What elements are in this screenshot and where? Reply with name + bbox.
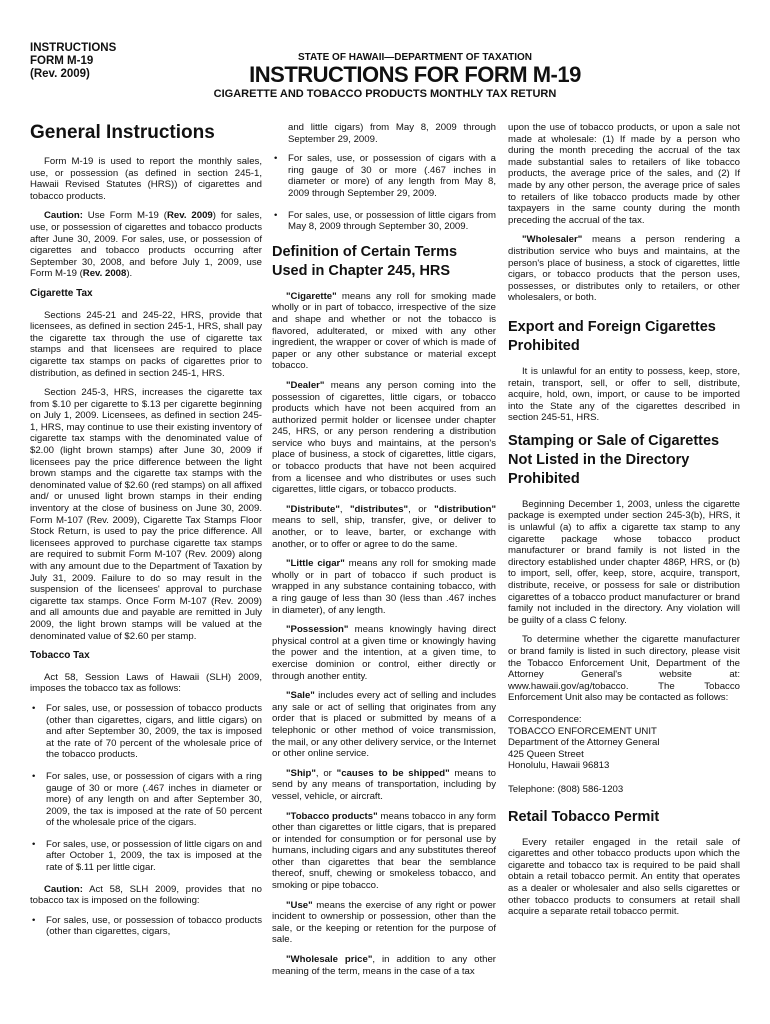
correspondence-address — [508, 714, 740, 772]
definition-text: means the exercise of any right or power incident to ownership or possession, other than the sale, or the keeping or retention for the purpose of sale. — [272, 899, 496, 946]
definition-text: means to sell, ship, transfer, give, or deliver to another, or to leave, barter, or exchange with another, or to offer or agree to do the same. — [272, 515, 496, 550]
term: "Sale" — [286, 690, 315, 702]
agency-header: STATE OF HAWAII—DEPARTMENT OF TAXATION — [297, 52, 533, 63]
address-line: Honolulu, Hawaii 96813 — [508, 760, 610, 772]
list-item-continued: and little cigars) from May 8, 2009 through September 29, 2009. — [288, 122, 496, 145]
definition-text: means any roll for smoking made wholly or in part of tobacco, irrespective of the size and shape and whether or not the tobacco is flavored, adulterated, or mixed with any other ingredient, the wrapper or cover of which is made of paper or any other substance or material except tobacco. — [272, 290, 496, 372]
definition-text: means a person rendering a distribution service who buys and maintains, at the person's place of business, a stock of cigarettes, little cigars, or tobacco products that the person uses, possesses, or distributes only to retailers, or other wholesalers, or both. — [508, 234, 740, 304]
heading-export-foreign: Export and Foreign Cigarettes Prohibited — [508, 318, 716, 354]
paragraph-caution-1 — [30, 210, 262, 280]
definition-ship — [272, 768, 496, 803]
page-title: INSTRUCTIONS FOR FORM M-19 — [249, 62, 581, 87]
paragraph-act-58: Act 58, Session Laws of Hawaii (SLH) 2009, imposes the tobacco tax as follows: — [30, 671, 262, 695]
definition-text: means to send by any means of transportation, including by vessel, vehicle, or aircraft. — [272, 767, 496, 802]
caution-rev-2009: Rev. 2009 — [166, 210, 213, 222]
caution-text-a: Use Form M-19 ( — [82, 210, 167, 222]
definition-use — [272, 900, 496, 946]
paragraph-purpose: Form M-19 is used to report the monthly sales, use, or possession (as defined in section 245-1, Hawaii Revised Statutes (HRS)) of cigarettes and tobacco products. — [30, 156, 262, 202]
term: "Possession" — [286, 624, 349, 636]
caution-label: Caution: — [44, 210, 83, 222]
paragraph-stamping-sale: Beginning December 1, 2003, unless the cigarette package is exempted under section 245-3(b), HRS, it is unlawful (a) to affix a cigarette tax stamp to any cigarette package whose tobacco product manufacturer or brand family is not listed in the directory established under chapter 486P, HRS, or (b) to import, sell, offer, keep, store, acquire, transport, distribute, receive, or possess for sale or distribution cigarettes of a tobacco product manufacturer or brand family not included in the directory. Any violation will be guilty of a class C felony. — [508, 498, 740, 626]
paragraph-tax-increase: Section 245-3, HRS, increases the cigarette tax from $.10 per cigarette to $.13 per cigarette beginning on July 1, 2009. Licensees, as defined in section 245-1, HRS, may continue to use their existing inventory of cigarette tax stamps with the denominated value of $2.00 (light brown stamps) after June 30, 2009 if licensees pay the price difference between the light brown stamps and the cigarette tax stamps with the denominated value of $2.60 (red stamps) on all affixed and/ or unused light brown stamps in their ending inventory at the close of business on June 30, 2009. Form M-107 (Rev. 2009), Cigarette Tax Stamps Floor Stock Return, is used to pay the price difference. All licensees approved to purchase cigarette tax stamps are required to submit Form M-107 (Rev. 2009) along with any amount due to the Department of Taxation by July 31, 2009. Failure to do so may result in the suspension of the licensees' approval to purchase cigarette tax stamps. Once Form M-107 (Rev. 2009) and all amounts due and payable are remitted in July 2009, the light brown stamps will be valued at the denominated value of $2.60 per stamp. — [30, 387, 262, 642]
heading-cigarette-tax: Cigarette Tax — [30, 287, 93, 299]
heading-stamping-sale: Stamping or Sale of Cigarettes Not Listed in the Directory Prohibited — [508, 432, 720, 487]
definition-possession — [272, 624, 496, 682]
paragraph-caution-2 — [30, 884, 262, 907]
list-item: • For sales, use, or possession of little cigars on and after October 1, 2009, the tax is imposed at the rate of $.11 per little cigar. — [30, 839, 262, 874]
column-1 — [30, 122, 262, 938]
address-line: 425 Queen Street — [508, 748, 584, 760]
definition-distribute — [272, 504, 496, 550]
term: "Tobacco products" — [286, 810, 378, 822]
form-id-line1: INSTRUCTIONS — [30, 42, 117, 54]
caution-text-c: ) for sales, use, or possession of cigarettes and tobacco products after June 30, 2009. For sales, use, or possession of cigarettes and tobacco products occurring after September 30, 2008, and before July 1, 2009, use Form M-19 ( — [30, 210, 262, 280]
heading-tobacco-tax: Tobacco Tax — [30, 650, 90, 662]
definition-wholesaler — [508, 234, 740, 304]
definition-text: means any person coming into the possession of cigarettes, little cigars, or tobacco products which have not been acquired from an authorized permit holder or licensee under chapter 245, HRS, or any person rendering a distribution service who buys and maintains, at the person's place of business, a stock of cigarettes, little cigars, or tobacco products that have not been acquired from a licensee and who distributes or uses such cigarettes, little cigars, or tobacco products. — [272, 379, 496, 496]
exemption-list-continued — [272, 153, 496, 233]
list-item: • For sales, use, or possession of tobacco products (other than cigarettes, cigars, — [30, 915, 262, 938]
term: "Cigarette" — [286, 290, 337, 302]
caution-rev-2008: Rev. 2008 — [82, 268, 127, 280]
paragraph-export-foreign: It is unlawful for an entity to possess, keep, store, retain, transport, sell, or offer to sell, distribute, acquire, hold, own, import, or cause to be imported into the State any of the cigarettes described in section 245-51, HRS. — [508, 365, 740, 424]
tobacco-tax-list — [30, 703, 262, 874]
definition-sale — [272, 690, 496, 760]
heading-definitions: Definition of Certain Terms Used in Chapter 245, HRS — [272, 243, 458, 279]
definition-text: means knowingly having direct physical control at a given time or knowingly having the power and the intention, at a given time, to exercise dominion or control, either directly or through another entity. — [272, 624, 496, 682]
term: "Wholesaler" — [522, 234, 583, 246]
list-item: • For sales, use, or possession of tobacco products (other than cigarettes, cigars, and little cigars) on and after September 30, 2009, the tax is imposed at the rate of 70 percent of the wholesale price of the tobacco products. — [30, 703, 262, 761]
term: "Use" — [286, 899, 313, 911]
telephone: Telephone: (808) 586-1203 — [508, 783, 624, 795]
heading-general-instructions: General Instructions — [30, 122, 215, 143]
caution-text: Act 58, SLH 2009, provides that no tobacco tax is imposed on the following: — [30, 883, 262, 907]
list-item: • For sales, use, or possession of cigars with a ring gauge of 30 or more (.467 inches in diameter or more) of any length on and after September 30, 2009, the tax is imposed at the rate of 50 percent of the wholesale price of the cigars. — [30, 771, 262, 829]
definition-cigarette — [272, 291, 496, 372]
definition-dealer — [272, 380, 496, 496]
definition-text: includes every act of selling and includes any sale or act of selling that originates from any order that is placed or submitted by means of a telephonic or other method of voice transmission, the mail, or any other delivery service, or the Internet or other online service. — [272, 690, 496, 760]
list-item: • For sales, use, or possession of cigars with a ring gauge of 30 or more (.467 inches in diameter or more) of any length from May 8, 2009 through September 29, 2009. — [272, 153, 496, 199]
address-line: Correspondence: — [508, 713, 582, 725]
separator: , or — [408, 503, 435, 515]
definition-tobacco-products — [272, 811, 496, 892]
term: "causes to be shipped" — [336, 767, 450, 779]
address-line: Department of the Attorney General — [508, 737, 660, 749]
caution-text-e: ). — [126, 268, 133, 280]
paragraph-cigarette-stamps: Sections 245-21 and 245-22, HRS, provide that licensees, as defined in section 245-1, HRS, shall pay the cigarette tax through the use of cigarette tax stamps and that licensees are required to place cigarette tax stamps on packs of cigarettes prior to distribution, as defined in section 245-1, HRS. — [30, 309, 262, 379]
term: "distributes" — [349, 503, 409, 515]
column-3 — [508, 122, 740, 926]
definition-wholesale-price — [272, 954, 496, 977]
exemption-list — [30, 915, 262, 938]
separator: , — [339, 503, 350, 515]
term: "Little cigar" — [286, 558, 345, 570]
address-line: TOBACCO ENFORCEMENT UNIT — [508, 725, 657, 737]
list-item: • For sales, use, or possession of little cigars from May 8, 2009 through September 30, 2009. — [272, 210, 496, 233]
term: "Distribute" — [286, 503, 340, 515]
term: "Wholesale price" — [286, 954, 373, 966]
definition-little-cigar — [272, 558, 496, 616]
definition-text: means tobacco in any form other than cigarettes or little cigars, that is prepared or intended for consumption or for personal use by humans, including cigars and any substitutes thereof other than cigarettes that bear the semblance thereof, snuff, chewing or smokeless tobacco, and smoking or pipe tobacco. — [272, 810, 496, 892]
term: "distribution" — [434, 503, 496, 515]
form-id-line2: FORM M-19 — [30, 55, 94, 67]
page-subtitle: CIGARETTE AND TOBACCO PRODUCTS MONTHLY TAX RETURN — [213, 88, 557, 100]
definition-text: , in addition to any other meaning of the term, means in the case of a tax — [272, 954, 496, 977]
paragraph-directory: To determine whether the cigarette manufacturer or brand family is listed in such directory, please visit the Tobacco Enforcement Unit, Department of the Attorney General's website at: www.hawaii.gov/ag/tobacco. The Tobacco Enforcement Unit also may be contacted as follows: — [508, 634, 740, 704]
form-id-line3: (Rev. 2009) — [30, 68, 90, 80]
term: "Ship" — [286, 767, 316, 779]
column-2 — [272, 122, 496, 977]
term: "Dealer" — [286, 379, 325, 391]
definition-wholesale-price-continued: upon the use of tobacco products, or upon a sale not made at wholesale: (1) If made by a person who during the month preceding the accrual of the tax made substantial sales to retailers of like tobacco products, the average price of the sales, and (2) If made by any other person, the average price of sales to retailers of like tobacco products made by other taxpayers in the same county during the month preceding the accrual of the tax. — [508, 122, 740, 226]
heading-retail-permit: Retail Tobacco Permit — [508, 808, 660, 825]
paragraph-retail-permit: Every retailer engaged in the retail sale of cigarettes and other tobacco products upon which the cigarette and tobacco tax is required to be paid shall obtain a retail tobacco permit. An entity that operates as a dealer or wholesaler and also sells cigarettes or other tobacco products to consumers at retail shall acquire a separate retail tobacco permit. — [508, 836, 740, 918]
separator: , or — [315, 767, 337, 779]
caution-label: Caution: — [44, 883, 83, 895]
definition-text: means any roll for smoking made wholly or in part of tobacco if such product is wrapped in any substance containing tobacco, with a ring gauge of less than 30 (less than .467 inches in diameter), of any length. — [272, 558, 496, 616]
